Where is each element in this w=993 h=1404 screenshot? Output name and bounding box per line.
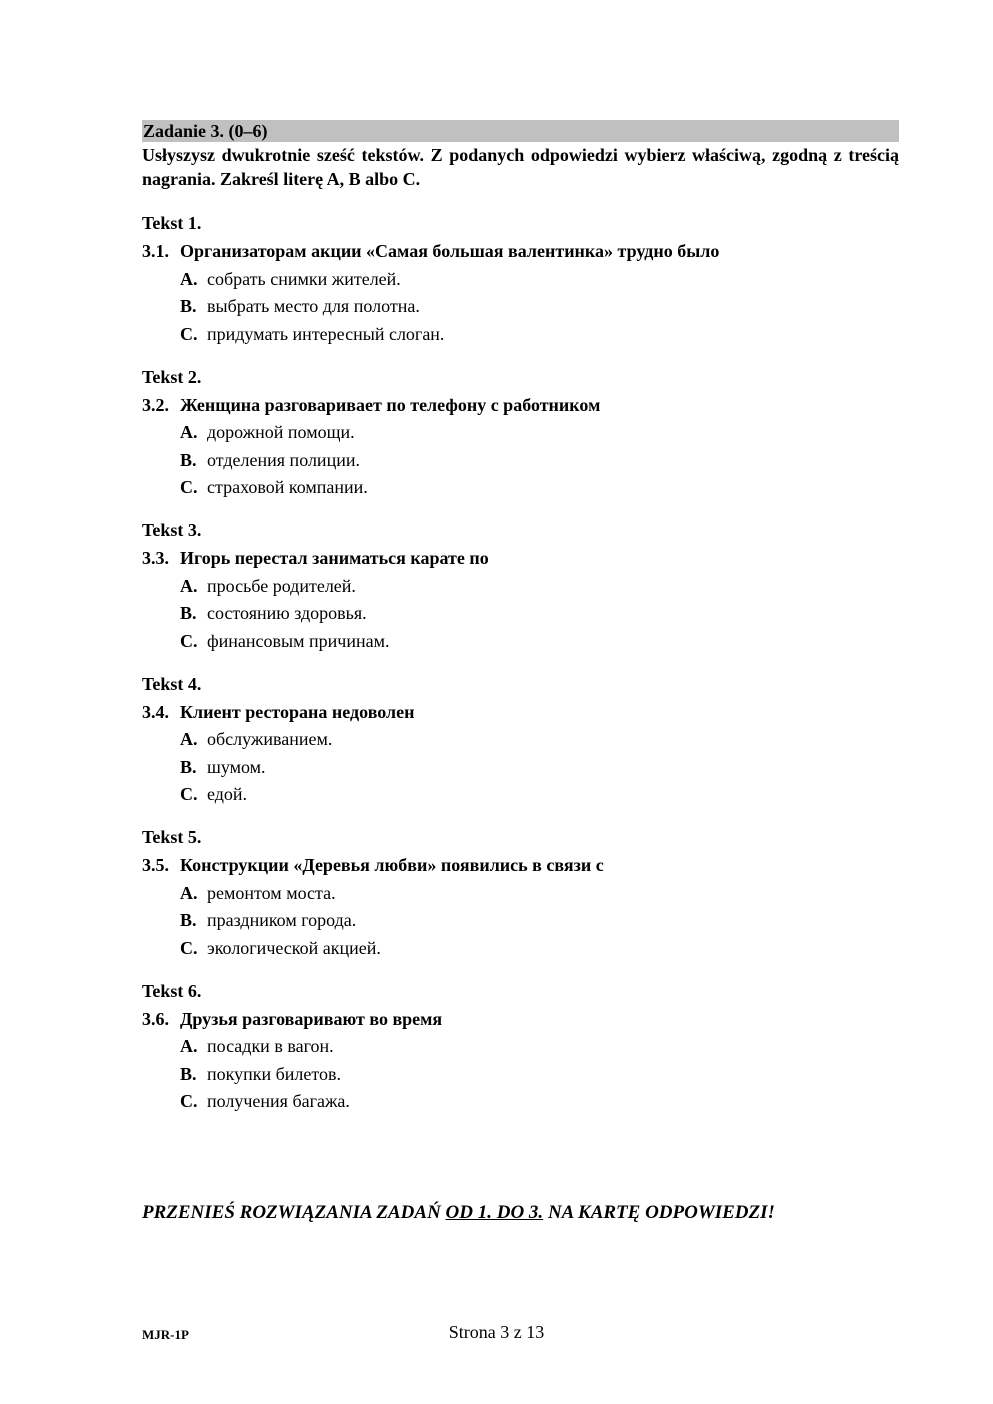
- question-number: 3.5.: [142, 855, 169, 875]
- task-instruction: Usłyszysz dwukrotnie sześć tekstów. Z podanych odpowiedzi wybierz właściwą, zgodną z treścią nagrania. Zakreśl literę A, B albo C.: [142, 145, 899, 189]
- answer-option[interactable]: [180, 449, 899, 471]
- option-letter[interactable]: A.: [180, 422, 198, 442]
- option-text: покупки билетов.: [207, 1063, 342, 1084]
- text-label: Tekst 1.: [142, 213, 202, 233]
- question-number: 3.3.: [142, 548, 169, 568]
- question-text: Организаторам акции «Самая большая валентинка» трудно было: [180, 241, 720, 261]
- question-text: Друзья разговаривают во время: [180, 1008, 443, 1029]
- option-text: шумом.: [207, 756, 266, 777]
- answer-option[interactable]: [180, 783, 899, 805]
- question-text: Игорь перестал заниматься карате по: [180, 548, 489, 568]
- option-letter[interactable]: C.: [180, 937, 198, 958]
- answer-option[interactable]: [180, 268, 899, 290]
- answer-option[interactable]: [180, 323, 899, 345]
- answer-option[interactable]: [180, 909, 899, 931]
- text-block: [142, 519, 899, 652]
- option-letter[interactable]: B.: [180, 1063, 197, 1084]
- option-letter[interactable]: B.: [180, 910, 197, 930]
- option-letter[interactable]: C.: [180, 477, 198, 497]
- option-text: ремонтом моста.: [207, 882, 336, 903]
- text-label: Tekst 3.: [142, 520, 202, 540]
- option-text: финансовым причинам.: [207, 630, 390, 651]
- option-letter[interactable]: B.: [180, 296, 197, 316]
- answer-options: [180, 575, 899, 652]
- option-text: собрать снимки жителей.: [207, 268, 401, 289]
- text-block: [142, 826, 899, 959]
- option-text: придумать интересный слоган.: [207, 323, 445, 344]
- option-text: отделения полиции.: [207, 449, 360, 470]
- answer-options: [180, 1035, 899, 1112]
- question-text: Конструкции «Деревья любви» появились в связи с: [180, 855, 604, 875]
- answer-option[interactable]: [180, 756, 899, 778]
- answer-option[interactable]: [180, 882, 899, 904]
- exam-page: [142, 120, 899, 1112]
- transfer-note-start: PRZENIEŚ ROZWIĄZANIA ZADAŃ: [142, 1202, 446, 1223]
- answer-options: [180, 421, 899, 498]
- answer-option[interactable]: [180, 937, 899, 959]
- option-text: просьбе родителей.: [207, 575, 356, 596]
- transfer-note-end: NA KARTĘ ODPOWIEDZI!: [543, 1202, 775, 1223]
- text-label: Tekst 6.: [142, 980, 202, 1001]
- option-letter[interactable]: C.: [180, 784, 198, 804]
- page-number: Strona 3 z 13: [448, 1322, 545, 1342]
- exam-code: MJR-1P: [142, 1327, 189, 1342]
- transfer-note-range: OD 1. DO 3.: [445, 1202, 544, 1223]
- option-text: экологической акцией.: [207, 937, 381, 958]
- option-letter[interactable]: A.: [180, 575, 198, 596]
- answer-option[interactable]: [180, 476, 899, 498]
- question: [142, 701, 899, 723]
- option-letter[interactable]: C.: [180, 630, 198, 651]
- text-block: [142, 366, 899, 499]
- answer-option[interactable]: [180, 602, 899, 624]
- texts-list: [142, 212, 899, 1112]
- question-text: Женщина разговаривает по телефону с работником: [180, 394, 601, 415]
- question: [142, 240, 899, 262]
- option-letter[interactable]: A.: [180, 882, 198, 903]
- option-text: страховой компании.: [207, 477, 368, 497]
- option-letter[interactable]: A.: [180, 1036, 198, 1056]
- option-letter[interactable]: C.: [180, 323, 198, 344]
- text-label: Tekst 4.: [142, 673, 202, 694]
- question: [142, 1008, 899, 1030]
- transfer-note: [142, 1201, 775, 1225]
- answer-option[interactable]: [180, 1090, 899, 1112]
- text-label: Tekst 2.: [142, 366, 202, 387]
- option-letter[interactable]: B.: [180, 449, 197, 470]
- answer-options: [180, 728, 899, 805]
- answer-options: [180, 268, 899, 345]
- answer-option[interactable]: [180, 575, 899, 597]
- option-text: получения багажа.: [207, 1091, 350, 1111]
- option-text: посадки в вагон.: [207, 1036, 334, 1056]
- text-label: Tekst 5.: [142, 827, 202, 847]
- answer-option[interactable]: [180, 1035, 899, 1057]
- option-letter[interactable]: B.: [180, 603, 197, 623]
- task-header: Zadanie 3. (0–6): [142, 120, 899, 142]
- question: [142, 394, 899, 416]
- option-letter[interactable]: A.: [180, 729, 198, 749]
- question-text: Клиент ресторана недоволен: [180, 701, 415, 722]
- question-number: 3.4.: [142, 701, 169, 722]
- question: [142, 547, 899, 569]
- answer-option[interactable]: [180, 630, 899, 652]
- text-block: [142, 673, 899, 806]
- option-text: праздником города.: [207, 910, 357, 930]
- answer-option[interactable]: [180, 728, 899, 750]
- option-text: едой.: [207, 784, 248, 804]
- question-number: 3.1.: [142, 241, 169, 261]
- option-letter[interactable]: C.: [180, 1091, 198, 1111]
- question-number: 3.6.: [142, 1008, 169, 1029]
- answer-option[interactable]: [180, 421, 899, 443]
- option-text: обслуживанием.: [207, 729, 333, 749]
- text-block: [142, 212, 899, 345]
- option-text: выбрать место для полотна.: [207, 296, 420, 316]
- option-letter[interactable]: B.: [180, 756, 197, 777]
- question-number: 3.2.: [142, 394, 169, 415]
- question: [142, 854, 899, 876]
- option-letter[interactable]: A.: [180, 268, 198, 289]
- text-block: [142, 980, 899, 1113]
- option-text: дорожной помощи.: [207, 422, 355, 442]
- answer-options: [180, 882, 899, 959]
- option-text: состоянию здоровья.: [207, 603, 367, 623]
- answer-option[interactable]: [180, 295, 899, 317]
- answer-option[interactable]: [180, 1063, 899, 1085]
